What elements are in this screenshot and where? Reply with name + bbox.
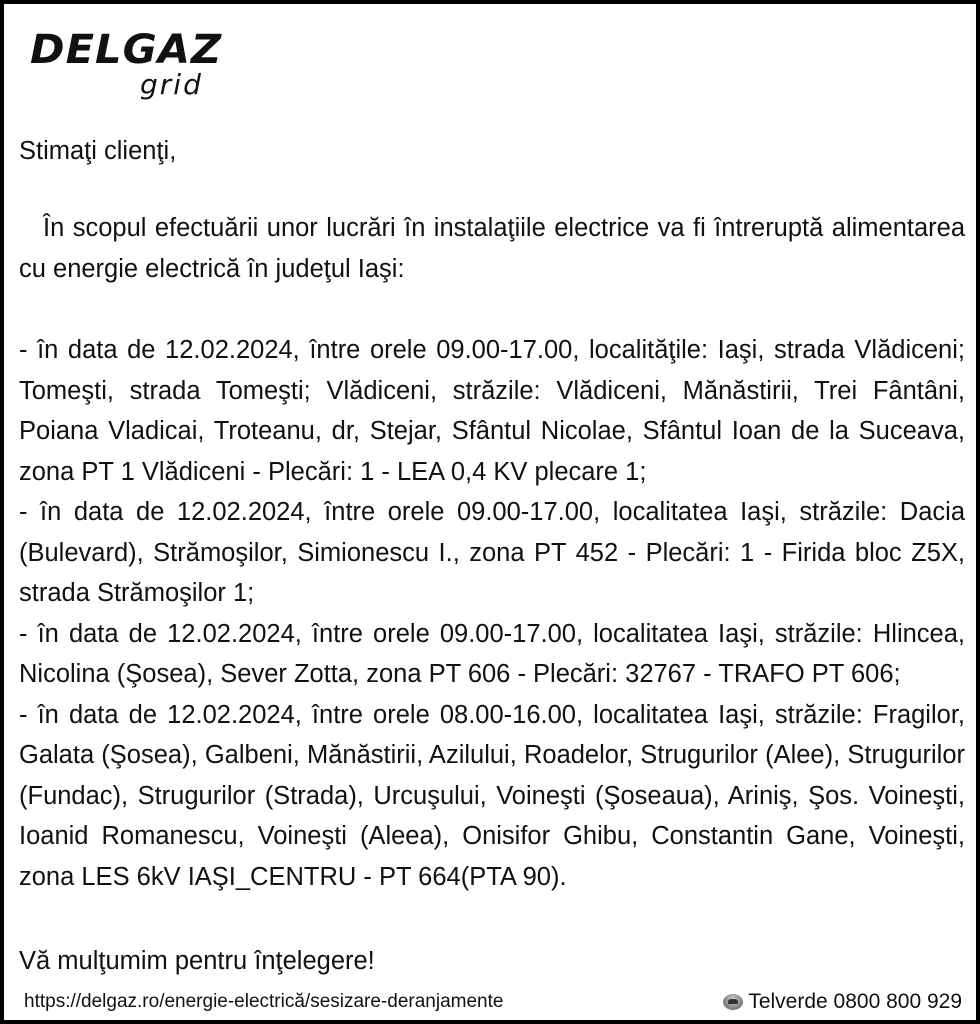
outage-item: - în data de 12.02.2024, între orele 09.00-17.00, localităţile: Iaşi, strada Vlădiceni; Tomeşti, strada Tomeşti; Vlădiceni, străzile: Vlădiceni, Mănăstirii, Trei Fântâni, Poiana Vladicai, Troteanu, dr, Stejar, Sfântul Nicolae, Sfântul Ioan de la Suceava, zona PT 1 Vlădiceni - Plecări: 1 - LEA 0,4 KV plecare 1; <box>19 336 965 486</box>
outage-item: - în data de 12.02.2024, între orele 08.00-16.00, localitatea Iaşi, străzile: Fragilor, Galata (Şosea), Galbeni, Mănăstirii, Azilului, Roadelor, Strugurilor (Alee), Strugurilor (Fundac), Strugurilor (Strada), Urcuşului, Voineşti (Şoseaua), Ariniş, Şos. Voineşti, Ioanid Romanescu, Voineşti (Aleea), Onisifor Ghibu, Constantin Gane, Voineşti, zona LES 6kV IAŞI_CENTRU - PT 664(PTA 90). <box>19 700 965 891</box>
greeting: Stimaţi clienţi, <box>19 137 177 165</box>
hotline-label: Telverde 0800 800 929 <box>748 990 962 1013</box>
delgaz-grid-logo <box>30 27 223 104</box>
telephone-icon <box>723 994 743 1010</box>
outage-item: - în data de 12.02.2024, între orele 09.00-17.00, localitatea Iaşi, străzile: Hlincea, Nicolina (Şosea), Sever Zotta, zona PT 606 - Plecări: 32767 - TRAFO PT 606; <box>19 619 965 688</box>
outage-list <box>19 330 965 897</box>
logo-sub-text: grid <box>140 68 203 101</box>
hotline-contact <box>723 989 962 1015</box>
outage-item: - în data de 12.02.2024, între orele 09.00-17.00, localitatea Iaşi, străzile: Dacia (Bulevard), Strămoşilor, Simionescu I., zona PT 452 - Plecări: 1 - Firida bloc Z5X, strada Strămoşilor 1; <box>19 498 965 607</box>
report-fault-link[interactable]: https://delgaz.ro/energie-electrică/sesizare-deranjamente <box>24 991 504 1012</box>
logo-brand-text: DELGAZ <box>30 27 223 73</box>
intro-paragraph: În scopul efectuării unor lucrări în instalaţiile electrice va fi întreruptă alimentarea cu energie electrică în judeţul Iaşi: <box>19 214 965 283</box>
thanks-message: Vă mulţumim pentru înţelegere! <box>19 947 375 975</box>
